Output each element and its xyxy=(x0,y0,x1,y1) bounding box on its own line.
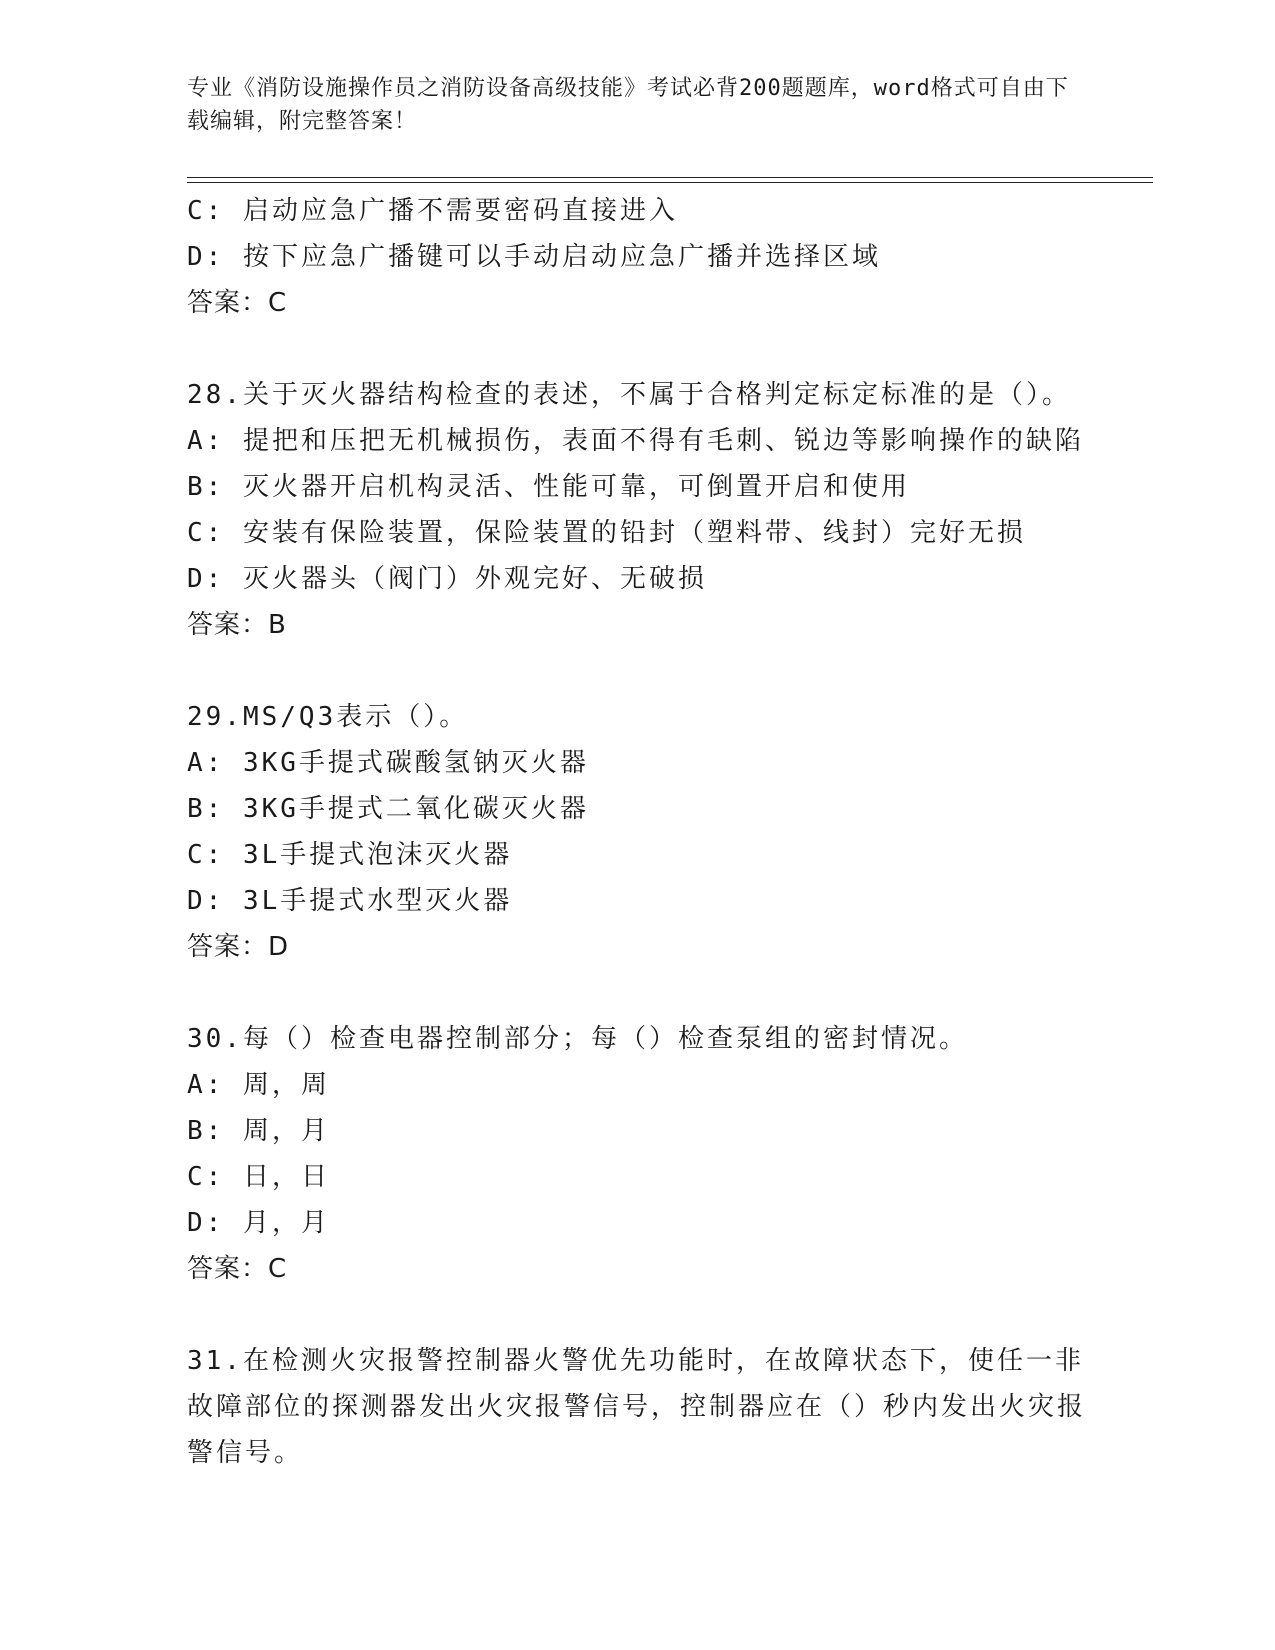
option-a: A: 周，周 xyxy=(187,1070,330,1100)
option-c: C: 启动应急广播不需要密码直接进入 xyxy=(187,196,678,226)
option-d: D: 3L手提式水型灭火器 xyxy=(187,886,513,916)
option-a: A: 提把和压把无机械损伤，表面不得有毛刺、锐边等影响操作的缺陷 xyxy=(187,426,1084,456)
option-c: C: 日，日 xyxy=(187,1162,330,1192)
question-stem: 31.在检测火灾报警控制器火警优先功能时，在故障状态下，使任一非故障部位的探测器发出火灾报警信号，控制器应在（）秒内发出火灾报警信号。 xyxy=(187,1346,1087,1468)
question-block-31 xyxy=(187,1338,1147,1476)
header-rule-bottom xyxy=(187,182,1153,183)
question-block-prev xyxy=(187,188,1147,326)
document-header: 专业《消防设施操作员之消防设备高级技能》考试必背200题题库，word格式可自由下载编辑，附完整答案！ xyxy=(187,76,1069,134)
answer-line: 答案：C xyxy=(187,288,288,318)
option-d: D: 灭火器头（阀门）外观完好、无破损 xyxy=(187,564,707,594)
option-d: D: 月，月 xyxy=(187,1208,330,1238)
question-stem: 28.关于灭火器结构检查的表述，不属于合格判定标定标准的是（）。 xyxy=(187,380,1071,410)
document-body xyxy=(187,188,1147,1476)
option-c: C: 3L手提式泡沫灭火器 xyxy=(187,840,513,870)
spacer xyxy=(187,648,1147,694)
header-rule-top xyxy=(187,177,1153,178)
question-block-30 xyxy=(187,1016,1147,1292)
spacer xyxy=(187,326,1147,372)
question-stem: 29.MS/Q3表示（）。 xyxy=(187,702,469,732)
option-b: B: 周，月 xyxy=(187,1116,330,1146)
question-block-29 xyxy=(187,694,1147,970)
spacer xyxy=(187,970,1147,1016)
option-d: D: 按下应急广播键可以手动启动应急广播并选择区域 xyxy=(187,242,881,272)
question-stem: 30.每（）检查电器控制部分；每（）检查泵组的密封情况。 xyxy=(187,1024,968,1054)
answer-line: 答案：B xyxy=(187,610,287,640)
question-block-28 xyxy=(187,372,1147,648)
answer-line: 答案：D xyxy=(187,932,290,962)
option-a: A: 3KG手提式碳酸氢钠灭火器 xyxy=(187,748,589,778)
spacer xyxy=(187,1292,1147,1338)
option-b: B: 3KG手提式二氧化碳灭火器 xyxy=(187,794,589,824)
option-c: C: 安装有保险装置，保险装置的铅封（塑料带、线封）完好无损 xyxy=(187,518,1026,548)
answer-line: 答案：C xyxy=(187,1254,288,1284)
option-b: B: 灭火器开启机构灵活、性能可靠，可倒置开启和使用 xyxy=(187,472,910,502)
